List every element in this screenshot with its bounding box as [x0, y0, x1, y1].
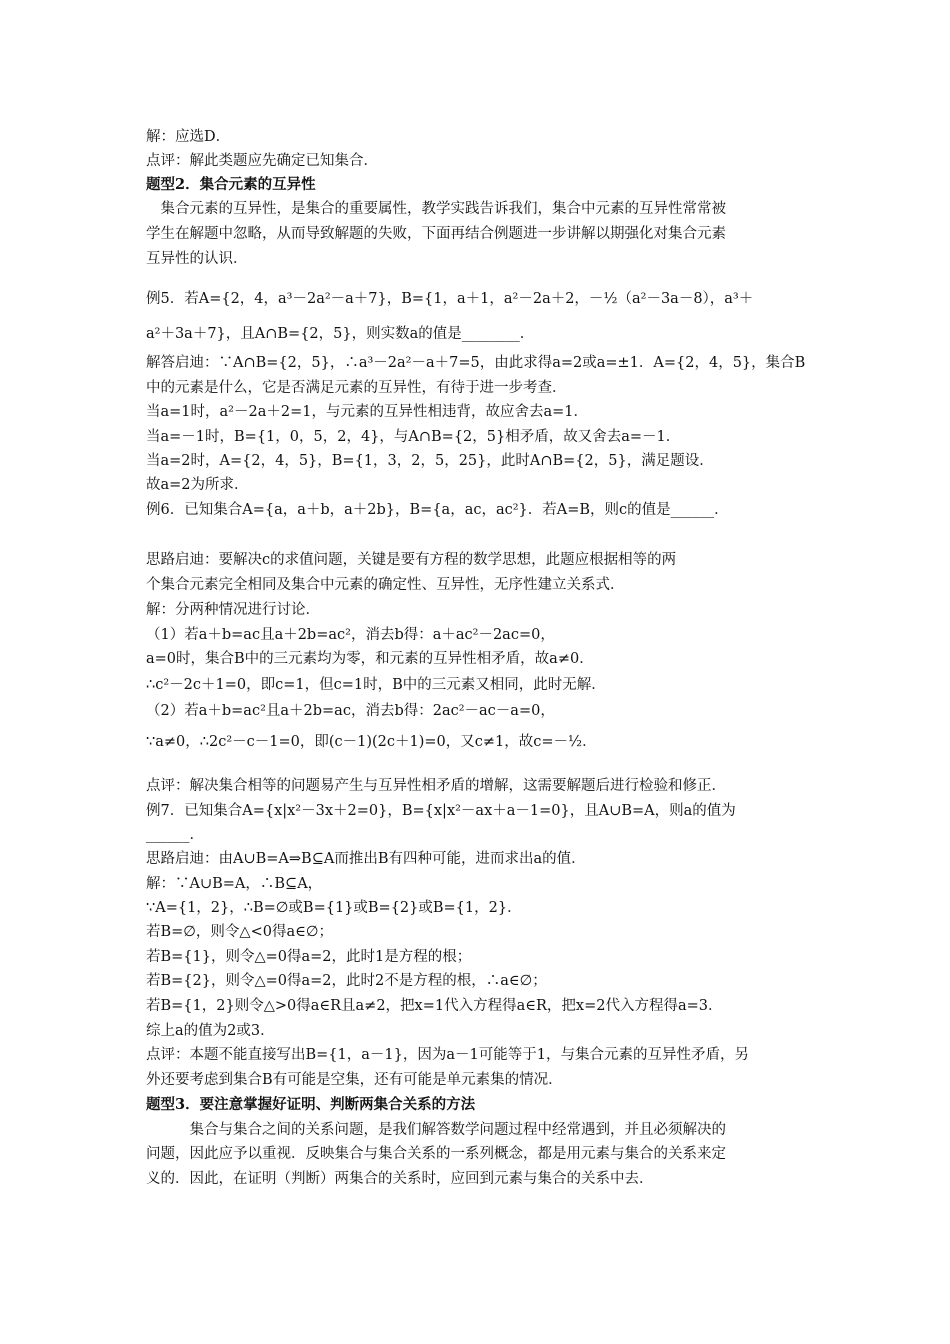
solution-line: 综上a的值为2或3．: [146, 1023, 275, 1039]
solution-line: a=0时，集合B中的三元素均为零，和元素的互异性相矛盾，故a≠0．: [146, 651, 594, 667]
comment-line: 点评：解决集合相等的问题易产生与互异性相矛盾的增解，这需要解题后进行检验和修正．: [146, 778, 726, 794]
paragraph-line: 集合元素的互异性，是集合的重要属性，教学实践告诉我们，集合中元素的互异性常常被: [146, 201, 726, 217]
paragraph-line: 互异性的认识．: [146, 251, 248, 267]
solution-line: 若B=∅，则令△<0得a∈∅；: [146, 924, 333, 940]
hint-line: 解答启迪：∵A∩B={2，5}，∴a³－2a²－a＋7=5，由此求得a=2或a=±1．A={2，4，5}，集合B: [146, 355, 806, 371]
solution-line: 解：应选D．: [146, 129, 231, 145]
example-line: 例6．已知集合A={a，a＋b，a＋2b}，B={a，ac，ac²}．若A=B，则c的值是______．: [146, 502, 729, 518]
solution-line: （2）若a＋b=ac²且a＋2b=ac，消去b得：2ac²－ac－a=0，: [146, 703, 555, 719]
hint-line: 思路启迪：要解决c的求值问题，关键是要有方程的数学思想，此题应根据相等的两: [146, 552, 677, 568]
hint-line: 思路启迪：由A∪B=A⇒B⊆A而推出B有四种可能，进而求出a的值．: [146, 851, 586, 867]
solution-line: ∵a≠0，∴2c²－c－1=0，即(c－1)(2c＋1)=0，又c≠1，故c=－½．: [146, 734, 597, 750]
paragraph-line: 学生在解题中忽略，从而导致解题的失败，下面再结合例题进一步讲解以期强化对集合元素: [146, 226, 726, 242]
solution-line: 解：∵A∪B=A，∴B⊆A，: [146, 876, 323, 892]
solution-line: 若B={2}，则令△=0得a=2，此时2不是方程的根，∴a∈∅；: [146, 973, 547, 989]
section-heading: 题型2．集合元素的互异性: [146, 176, 316, 193]
comment-line: 点评：本题不能直接写出B={1，a－1}，因为a－1可能等于1，与集合元素的互异性矛盾，另: [146, 1047, 749, 1063]
solution-line: （1）若a＋b=ac且a＋2b=ac²，消去b得：a＋ac²－2ac=0，: [146, 627, 555, 643]
hint-line: 个集合元素完全相同及集合中元素的确定性、互异性，无序性建立关系式．: [146, 577, 625, 593]
hint-line: 中的元素是什么，它是否满足元素的互异性，有待于进一步考查．: [146, 380, 567, 396]
solution-line: 故a=2为所求．: [146, 477, 249, 493]
paragraph-line: 问题，因此应予以重视．反映集合与集合关系的一系列概念，都是用元素与集合的关系来定: [146, 1146, 726, 1162]
section-heading: 题型3．要注意掌握好证明、判断两集合关系的方法: [146, 1096, 476, 1113]
paragraph-line: 义的．因此，在证明（判断）两集合的关系时，应回到元素与集合的关系中去．: [146, 1171, 654, 1187]
solution-line: 当a=2时，A={2，4，5}，B={1，3，2，5，25}，此时A∩B={2，5}，满足题设．: [146, 453, 714, 469]
example-line: ______．: [146, 827, 204, 843]
example-line: 例7．已知集合A={x|x²－3x＋2=0}，B={x|x²－ax＋a－1=0}，且A∪B=A，则a的值为: [146, 803, 736, 819]
example-line: a²＋3a＋7}，且A∩B={2，5}，则实数a的值是________．: [146, 326, 535, 342]
solution-line: ∴c²－2c＋1=0，即c=1，但c=1时，B中的三元素又相同，此时无解．: [146, 677, 606, 693]
solution-line: 若B={1，2}则令△>0得a∈R且a≠2，把x=1代入方程得a∈R，把x=2代入方程得a=3．: [146, 998, 723, 1014]
solution-line: ∵A={1，2}，∴B=∅或B={1}或B={2}或B={1，2}．: [146, 900, 522, 916]
solution-line: 解：分两种情况进行讨论．: [146, 602, 320, 618]
solution-line: 当a=1时，a²－2a＋2=1，与元素的互异性相违背，故应舍去a=1．: [146, 404, 588, 420]
example-line: 例5．若A={2，4，a³－2a²－a＋7}，B={1，a＋1，a²－2a＋2，－½（a²－3a－8），a³＋: [146, 291, 754, 307]
comment-line: 点评：解此类题应先确定已知集合．: [146, 153, 378, 169]
solution-line: 当a=－1时，B={1，0，5，2，4}，与A∩B={2，5}相矛盾，故又舍去a=－1．: [146, 429, 681, 445]
paragraph-line: 集合与集合之间的关系问题，是我们解答数学问题过程中经常遇到，并且必须解决的: [146, 1122, 726, 1138]
solution-line: 若B={1}，则令△=0得a=2，此时1是方程的根；: [146, 949, 472, 965]
comment-line: 外还要考虑到集合B有可能是空集，还有可能是单元素集的情况．: [146, 1072, 563, 1088]
